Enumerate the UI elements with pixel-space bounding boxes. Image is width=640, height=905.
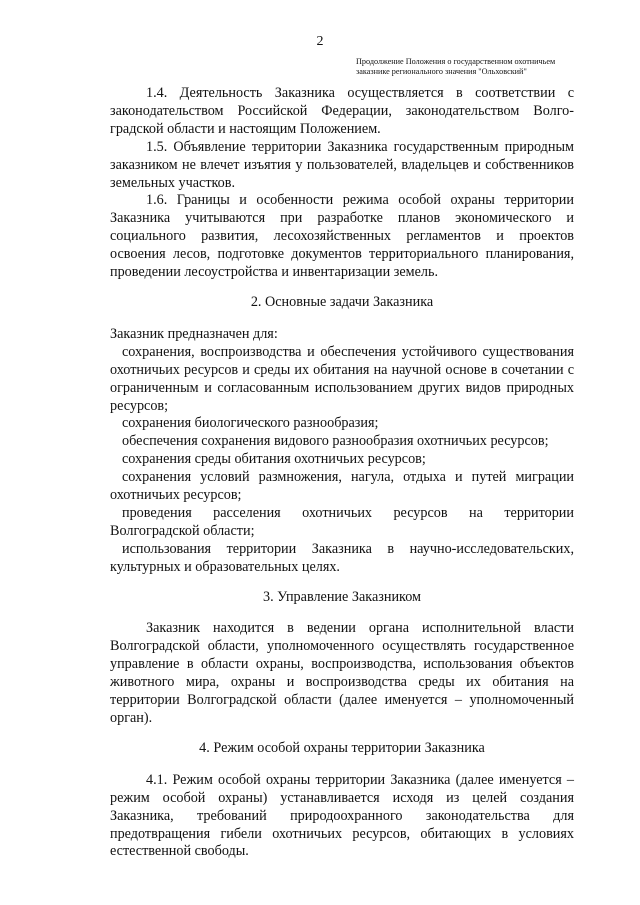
- running-header-line-1: Продолжение Положения о государственном охотничьем: [356, 57, 556, 66]
- paragraph-1-5: 1.5. Объявление территории Заказника государственным природным заказником не влечет изъятия у пользователей, владельцев и собственников земельных участков.: [110, 138, 574, 191]
- paragraph-1-4: 1.4. Деятельность Заказника осуществляется в соответствии с законодательством Российской Федерации, законодательством Волгоградской области и настоящим Положением.: [110, 85, 574, 137]
- document-body: [110, 85, 574, 861]
- section-3-text: Заказник находится в ведении органа исполнительной власти Волгоградской области, уполномоченного осуществлять государственное управление в области охраны, воспроизводства, использования объектов животного мира, охраны и воспроизводства среды их обитания на территории Волгоградской области (далее именуется – уполномоченный орган).: [110, 620, 574, 726]
- running-header-line-2: заказнике регионального значения "Ольховский": [356, 67, 527, 76]
- section-2-intro: Заказник предназначен для:: [110, 325, 278, 342]
- section-3-heading: 3. Управление Заказником: [262, 588, 422, 605]
- paragraph-4-1: 4.1. Режим особой охраны территории Заказника (далее именуется – режим особой охраны) устанавливается исходя из целей создания Заказника, требований природоохранного законодательства для предотвращения гибели охотничьих ресурсов, обитающих в условиях естественной свободы.: [110, 771, 574, 860]
- section-2-heading: 2. Основные задачи Заказника: [250, 293, 434, 310]
- section-4-heading: 4. Режим особой охраны территории Заказника: [199, 739, 485, 756]
- running-header: [356, 57, 586, 77]
- page-number: 2: [316, 34, 324, 49]
- list-item: проведения расселения охотничьих ресурсов на территории Волгоградской области;: [110, 504, 574, 539]
- list-item: использования территории Заказника в научно-исследовательских, культурных и образовательных целях.: [110, 540, 574, 575]
- list-item: сохранения условий размножения, нагула, отдыха и путей миграции охотничьих ресурсов;: [110, 469, 574, 504]
- list-item: сохранения биологического разнообразия;: [122, 415, 379, 432]
- paragraph-1-6: 1.6. Границы и особенности режима особой охраны территории Заказника учитываются при разработке планов экономического и социального развития, лесохозяйственных регламентов и проектов освоения лесов, подготовке документов территориального планирования, проведении лесоустройства и инвентаризации земель.: [110, 192, 574, 281]
- list-item: сохранения, воспроизводства и обеспечения устойчивого существования охотничьих ресурсов и среды их обитания на научной основе в сочетании с ограниченным и согласованным использованием других видов природных ресурсов;: [110, 343, 574, 414]
- list-item: сохранения среды обитания охотничьих ресурсов;: [122, 451, 426, 468]
- list-item: обеспечения сохранения видового разнообразия охотничьих ресурсов;: [122, 433, 549, 450]
